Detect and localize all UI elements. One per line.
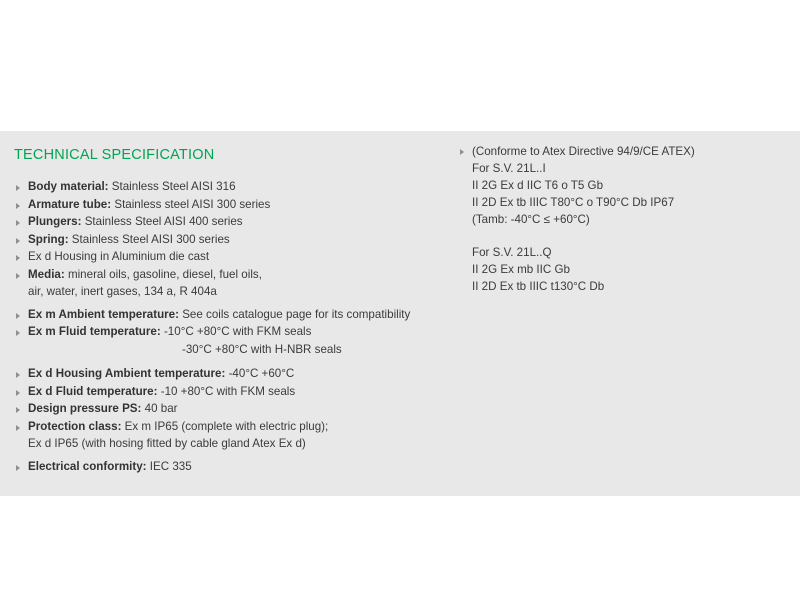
spec-value: Stainless Steel AISI 316 bbox=[108, 180, 236, 193]
spec-value: Stainless steel AISI 300 series bbox=[111, 197, 271, 211]
spec-value: Stainless Steel AISI 300 series bbox=[68, 232, 230, 246]
spec-row bbox=[14, 267, 444, 284]
atex-row: II 2G Ex d IIC T6 o T5 Gb bbox=[472, 179, 604, 192]
spec-continuation: -30°C +80°C with H-NBR seals bbox=[182, 342, 342, 356]
spec-row bbox=[14, 366, 444, 383]
spec-label: Ex d Housing Ambient temperature: bbox=[28, 367, 226, 380]
spec-value: -40°C +60°C bbox=[225, 367, 295, 380]
spec-label: Body material: bbox=[28, 180, 109, 193]
spec-row bbox=[14, 307, 444, 324]
specification-left-column bbox=[14, 179, 444, 476]
spec-row bbox=[14, 214, 444, 231]
spec-value: mineral oils, gasoline, diesel, fuel oils, bbox=[64, 267, 262, 281]
spec-value: Ex m IP65 (complete with electric plug); bbox=[121, 419, 329, 433]
spec-row bbox=[14, 324, 444, 341]
specification-right-column bbox=[458, 143, 788, 295]
spec-label: Ex m Fluid temperature: bbox=[28, 325, 161, 338]
spec-value: Ex d Housing in Aluminium die cast bbox=[28, 250, 210, 263]
spec-value: 40 bar bbox=[141, 402, 178, 415]
spec-continuation: air, water, inert gases, 134 a, R 404a bbox=[28, 285, 217, 298]
spacer bbox=[14, 358, 444, 366]
atex-row: For S.V. 21L..I bbox=[472, 162, 546, 175]
spec-label: Plungers: bbox=[28, 215, 82, 228]
atex-row: For S.V. 21L..Q bbox=[472, 246, 552, 259]
atex-directive-row: (Conforme to Atex Directive 94/9/CE ATEX) bbox=[458, 143, 788, 160]
spec-row bbox=[14, 249, 444, 266]
spec-row bbox=[14, 419, 444, 436]
spec-label: Spring: bbox=[28, 232, 69, 246]
spec-row bbox=[14, 459, 444, 476]
spec-row bbox=[14, 232, 444, 249]
spec-label: Electrical conformity: bbox=[28, 459, 147, 473]
spec-value: See coils catalogue page for its compatibility bbox=[178, 307, 411, 321]
spec-continuation: Ex d IP65 (with hosing fitted by cable gland Atex Ex d) bbox=[28, 437, 306, 450]
spec-row bbox=[14, 401, 444, 418]
spec-row bbox=[14, 179, 444, 196]
spec-row bbox=[14, 197, 444, 214]
spec-label: Ex d Fluid temperature: bbox=[28, 384, 158, 398]
atex-row: (Tamb: -40°C ≤ +60°C) bbox=[472, 213, 590, 226]
spec-value: -10 +80°C with FKM seals bbox=[157, 384, 296, 398]
atex-row: II 2D Ex tb IIIC T80°C o T90°C Db IP67 bbox=[472, 196, 675, 209]
technical-specification-panel bbox=[0, 131, 800, 496]
page-title: TECHNICAL SPECIFICATION bbox=[14, 147, 215, 163]
spec-label: Protection class: bbox=[28, 419, 122, 433]
spec-label: Armature tube: bbox=[28, 197, 112, 211]
spacer bbox=[458, 228, 788, 244]
spec-row bbox=[14, 384, 444, 401]
atex-row: II 2D Ex tb IIIC t130°C Db bbox=[472, 280, 605, 293]
spec-label: Design pressure PS: bbox=[28, 402, 142, 415]
spec-label: Media: bbox=[28, 267, 65, 281]
atex-row: II 2G Ex mb IIC Gb bbox=[472, 263, 570, 276]
spec-value: -10°C +80°C with FKM seals bbox=[160, 325, 312, 338]
spec-value: IEC 335 bbox=[146, 459, 192, 473]
spec-label: Ex m Ambient temperature: bbox=[28, 307, 179, 321]
spec-value: Stainless Steel AISI 400 series bbox=[81, 215, 243, 228]
